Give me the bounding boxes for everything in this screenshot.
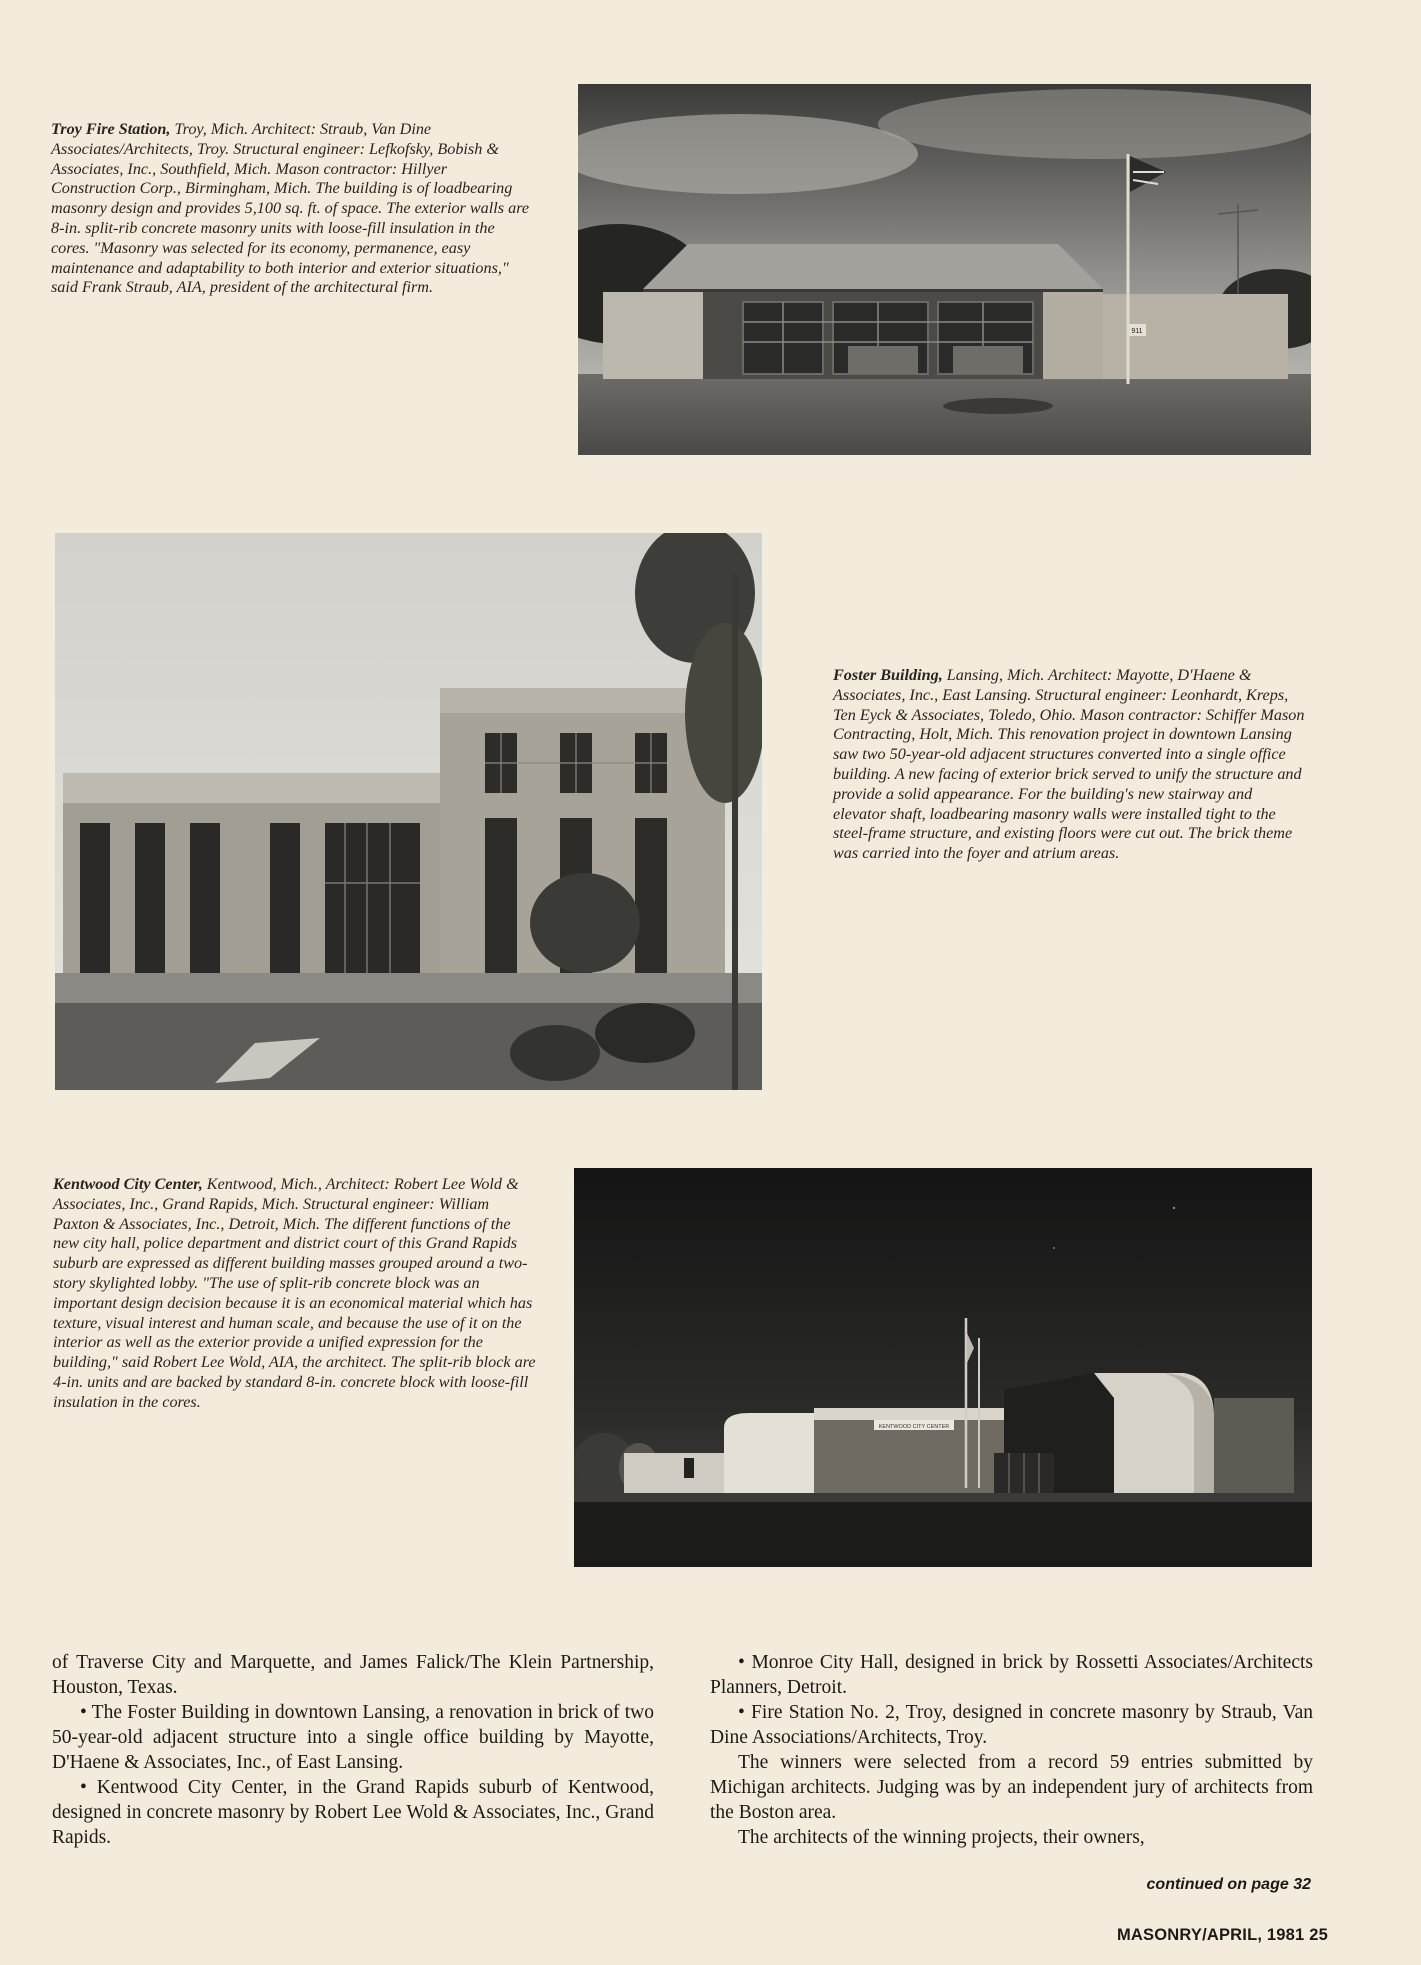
caption-title: Kentwood City Center, — [53, 1175, 203, 1193]
caption-troy-fire-station — [51, 120, 531, 298]
running-head: MASONRY/APRIL, 1981 — [1116, 1926, 1305, 1944]
body-paragraph: of Traverse City and Marquette, and James Falick/The Klein Partnership, Houston, Texas. — [52, 1652, 654, 1698]
caption-body: Troy, Mich. Architect: Straub, Van Dine Associates/Architects, Troy. Structural engineer: Lefkofsky, Bobish & Associates, Inc., Southfield, Mich. Mason contractor: Hillyer Construction Corp., Birmingham, Mich. The building is of loadbearing masonry design and provides 5,100 sq. ft. of space. The exterior walls are 8-in. split-rib concrete masonry units with loose-fill insulation in the cores. "Masonry was selected for its economy, permanence, easy maintenance and adaptability to both interior and exterior situations," said Frank Straub, AIA, president of the architectural firm. — [51, 120, 530, 297]
body-paragraph: The winners were selected from a record 59 entries submitted by Michigan architects. Judging was by an independent jury of architects from the Boston area. — [710, 1752, 1313, 1823]
caption-foster-building — [833, 666, 1305, 864]
caption-title: Troy Fire Station, — [51, 120, 171, 138]
caption-body: Kentwood, Mich., Architect: Robert Lee Wold & Associates, Inc., Grand Rapids, Mich. Structural engineer: William Paxton & Associates, Inc., Detroit, Mich. The different functions of the new city hall, police department and district court of this Grand Rapids suburb are expressed as different building masses grouped around a two-story skylighted lobby. "The use of split-rib concrete block was an important design decision because it is an economical material which has texture, visual interest and human scale, and because the use of it on the interior as well as the exterior provide a unified expression for the building," said Robert Lee Wold, AIA, the architect. The split-rib block are 4-in. units and are backed by standard 8-in. concrete block with loose-fill insulation in the cores. — [53, 1175, 536, 1411]
photo-foster-building — [55, 533, 762, 1090]
body-column-right — [710, 1650, 1313, 1850]
body-paragraph: • Fire Station No. 2, Troy, designed in concrete masonry by Straub, Van Dine Associations/Architects, Troy. — [710, 1702, 1313, 1748]
photo-kentwood-city-center — [574, 1168, 1312, 1567]
page-footer — [1117, 1926, 1328, 1945]
page-number: 25 — [1309, 1926, 1328, 1944]
caption-body: Lansing, Mich. Architect: Mayotte, D'Haene & Associates, Inc., East Lansing. Structural engineer: Leonhardt, Kreps, Ten Eyck & Associates, Toledo, Ohio. Mason contractor: Schiffer Mason Contracting, Holt, Mich. This renovation project in downtown Lansing saw two 50-year-old adjacent structures converted into a single office building. A new facing of exterior brick served to unify the structure and provide a solid appearance. For the building's new stairway and elevator shaft, loadbearing masonry walls were installed tight to the steel-frame structure, and existing floors were cut out. The brick theme was carried into the foyer and atrium areas. — [833, 666, 1305, 863]
body-column-left — [52, 1650, 654, 1850]
caption-title: Foster Building, — [833, 666, 943, 684]
body-paragraph: • Monroe City Hall, designed in brick by Rossetti Associates/Architects Planners, Detroit. — [710, 1652, 1313, 1698]
continued-note: continued on page 32 — [1146, 1876, 1311, 1893]
photo-troy-fire-station — [578, 84, 1311, 455]
fire-station-sign: 911 — [1131, 328, 1143, 335]
body-paragraph: The architects of the winning projects, their owners, — [738, 1827, 1145, 1848]
caption-kentwood-city-center — [53, 1175, 538, 1413]
body-paragraph: • The Foster Building in downtown Lansing, a renovation in brick of two 50-year-old adjacent structure into a single office building by Mayotte, D'Haene & Associates, Inc., of East Lansing. — [52, 1702, 654, 1773]
body-paragraph: • Kentwood City Center, in the Grand Rapids suburb of Kentwood, designed in concrete masonry by Robert Lee Wold & Associates, Inc., Grand Rapids. — [52, 1777, 654, 1848]
kentwood-sign: KENTWOOD CITY CENTER — [878, 1424, 950, 1430]
